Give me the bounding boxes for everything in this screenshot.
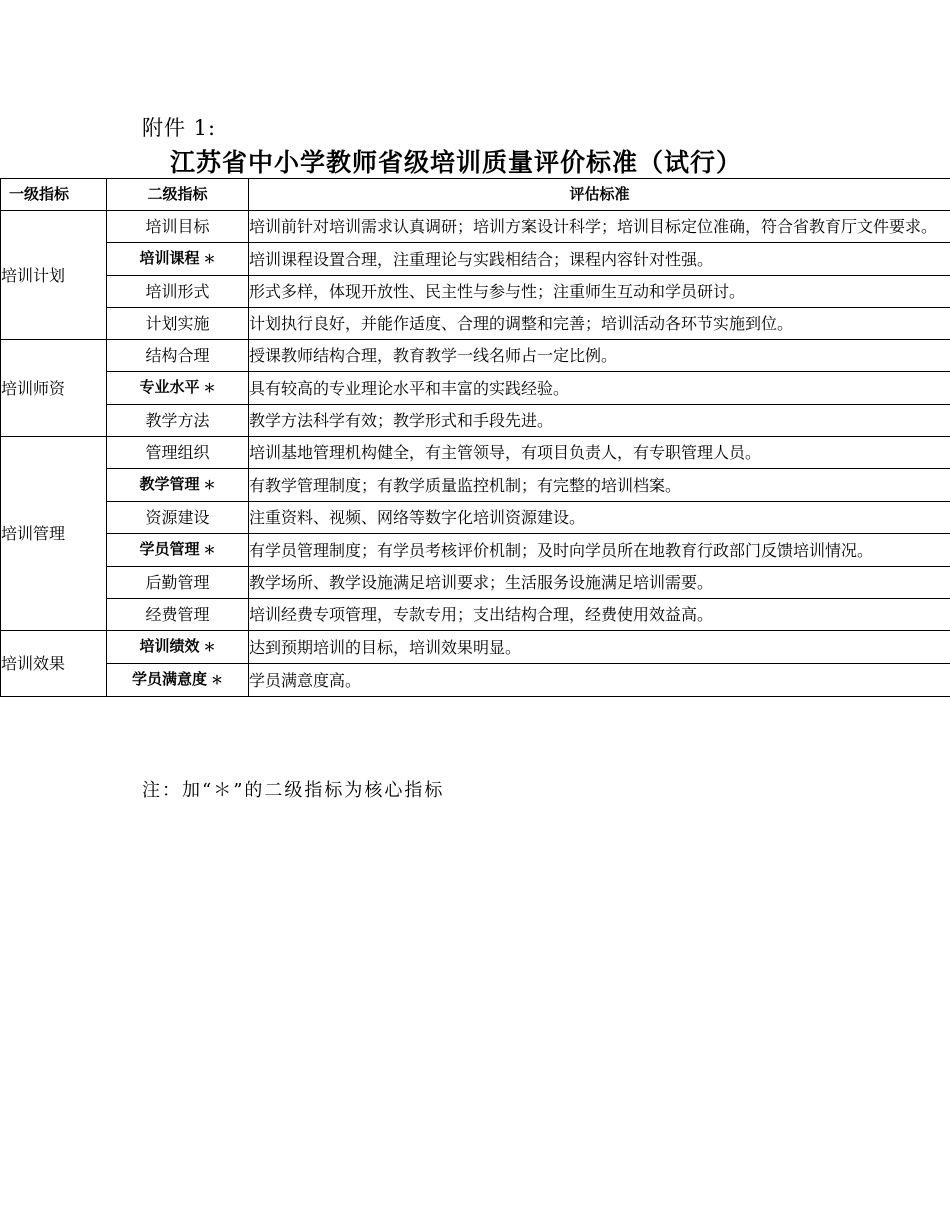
core-marker: ＊ (211, 673, 224, 687)
criteria-cell: 授课教师结构合理，教育教学一线名师占一定比例。 (249, 340, 950, 372)
criteria-cell: 达到预期培训的目标，培训效果明显。 (249, 631, 950, 664)
header-level1: 一级指标 (1, 179, 107, 211)
level2-indicator (107, 276, 249, 308)
level1-indicator: 培训管理 (1, 437, 107, 631)
level2-indicator (107, 664, 249, 697)
level2-indicator (107, 308, 249, 340)
level2-indicator (107, 567, 249, 599)
core-marker: ＊ (203, 252, 216, 266)
table-row (1, 243, 950, 276)
indicator-label: 经费管理 (145, 605, 210, 624)
table-row (1, 631, 950, 664)
criteria-cell: 计划执行良好，并能作适度、合理的调整和完善；培训活动各环节实施到位。 (249, 308, 950, 340)
criteria-cell: 具有较高的专业理论水平和丰富的实践经验。 (249, 372, 950, 405)
table-row (1, 664, 950, 697)
level2-indicator (107, 372, 249, 405)
criteria-cell: 注重资料、视频、网络等数字化培训资源建设。 (249, 502, 950, 534)
table-row (1, 437, 950, 469)
indicator-label: 专业水平 (139, 378, 200, 396)
criteria-cell: 教学场所、教学设施满足培训要求；生活服务设施满足培训需要。 (249, 567, 950, 599)
indicator-label: 培训课程 (139, 249, 200, 267)
indicator-label: 教学方法 (145, 411, 210, 430)
core-marker: ＊ (203, 640, 216, 654)
level2-indicator (107, 405, 249, 437)
header-level2: 二级指标 (107, 179, 249, 211)
header-criteria: 评估标准 (249, 179, 950, 211)
table-row (1, 340, 950, 372)
criteria-cell: 培训基地管理机构健全，有主管领导，有项目负责人，有专职管理人员。 (249, 437, 950, 469)
criteria-cell: 形式多样，体现开放性、民主性与参与性；注重师生互动和学员研讨。 (249, 276, 950, 308)
level2-indicator (107, 502, 249, 534)
level2-indicator (107, 631, 249, 664)
table-row (1, 405, 950, 437)
criteria-cell: 培训经费专项管理，专款专用；支出结构合理，经费使用效益高。 (249, 599, 950, 631)
level2-indicator (107, 534, 249, 567)
level2-indicator (107, 211, 249, 243)
indicator-label: 后勤管理 (145, 573, 210, 592)
criteria-cell: 有学员管理制度；有学员考核评价机制；及时向学员所在地教育行政部门反馈培训情况。 (249, 534, 950, 567)
table-row (1, 567, 950, 599)
indicator-label: 学员管理 (139, 540, 200, 558)
criteria-cell: 教学方法科学有效；教学形式和手段先进。 (249, 405, 950, 437)
table-row (1, 211, 950, 243)
criteria-cell: 学员满意度高。 (249, 664, 950, 697)
indicator-label: 结构合理 (145, 346, 210, 365)
document-title: 江苏省中小学教师省级培训质量评价标准（试行） (170, 148, 743, 177)
core-marker: ＊ (203, 478, 216, 492)
table-row (1, 469, 950, 502)
criteria-cell: 培训前针对培训需求认真调研；培训方案设计科学；培训目标定位准确，符合省教育厅文件要求。 (249, 211, 950, 243)
table-row (1, 276, 950, 308)
indicator-label: 培训绩效 (139, 637, 200, 655)
table-header-row (1, 179, 950, 211)
core-marker: ＊ (203, 543, 216, 557)
footnote: 注：加“＊”的二级指标为核心指标 (142, 780, 445, 801)
criteria-cell: 有教学管理制度；有教学质量监控机制；有完整的培训档案。 (249, 469, 950, 502)
attachment-label: 附件 1: (142, 116, 217, 140)
level2-indicator (107, 469, 249, 502)
criteria-cell: 培训课程设置合理，注重理论与实践相结合；课程内容针对性强。 (249, 243, 950, 276)
table-row (1, 599, 950, 631)
level2-indicator (107, 437, 249, 469)
table-row (1, 308, 950, 340)
indicator-label: 资源建设 (145, 508, 210, 527)
indicator-label: 培训目标 (145, 217, 210, 236)
table-row (1, 534, 950, 567)
level2-indicator (107, 340, 249, 372)
level1-indicator: 培训师资 (1, 340, 107, 437)
level2-indicator (107, 243, 249, 276)
table-row (1, 502, 950, 534)
indicator-label: 管理组织 (145, 443, 210, 462)
evaluation-standard-table (0, 178, 950, 697)
level2-indicator (107, 599, 249, 631)
level1-indicator: 培训效果 (1, 631, 107, 697)
indicator-label: 教学管理 (139, 475, 200, 493)
indicator-label: 学员满意度 (131, 670, 207, 688)
core-marker: ＊ (203, 381, 216, 395)
level1-indicator: 培训计划 (1, 211, 107, 340)
table-body (1, 211, 950, 697)
table-row (1, 372, 950, 405)
indicator-label: 培训形式 (145, 282, 210, 301)
indicator-label: 计划实施 (145, 314, 210, 333)
